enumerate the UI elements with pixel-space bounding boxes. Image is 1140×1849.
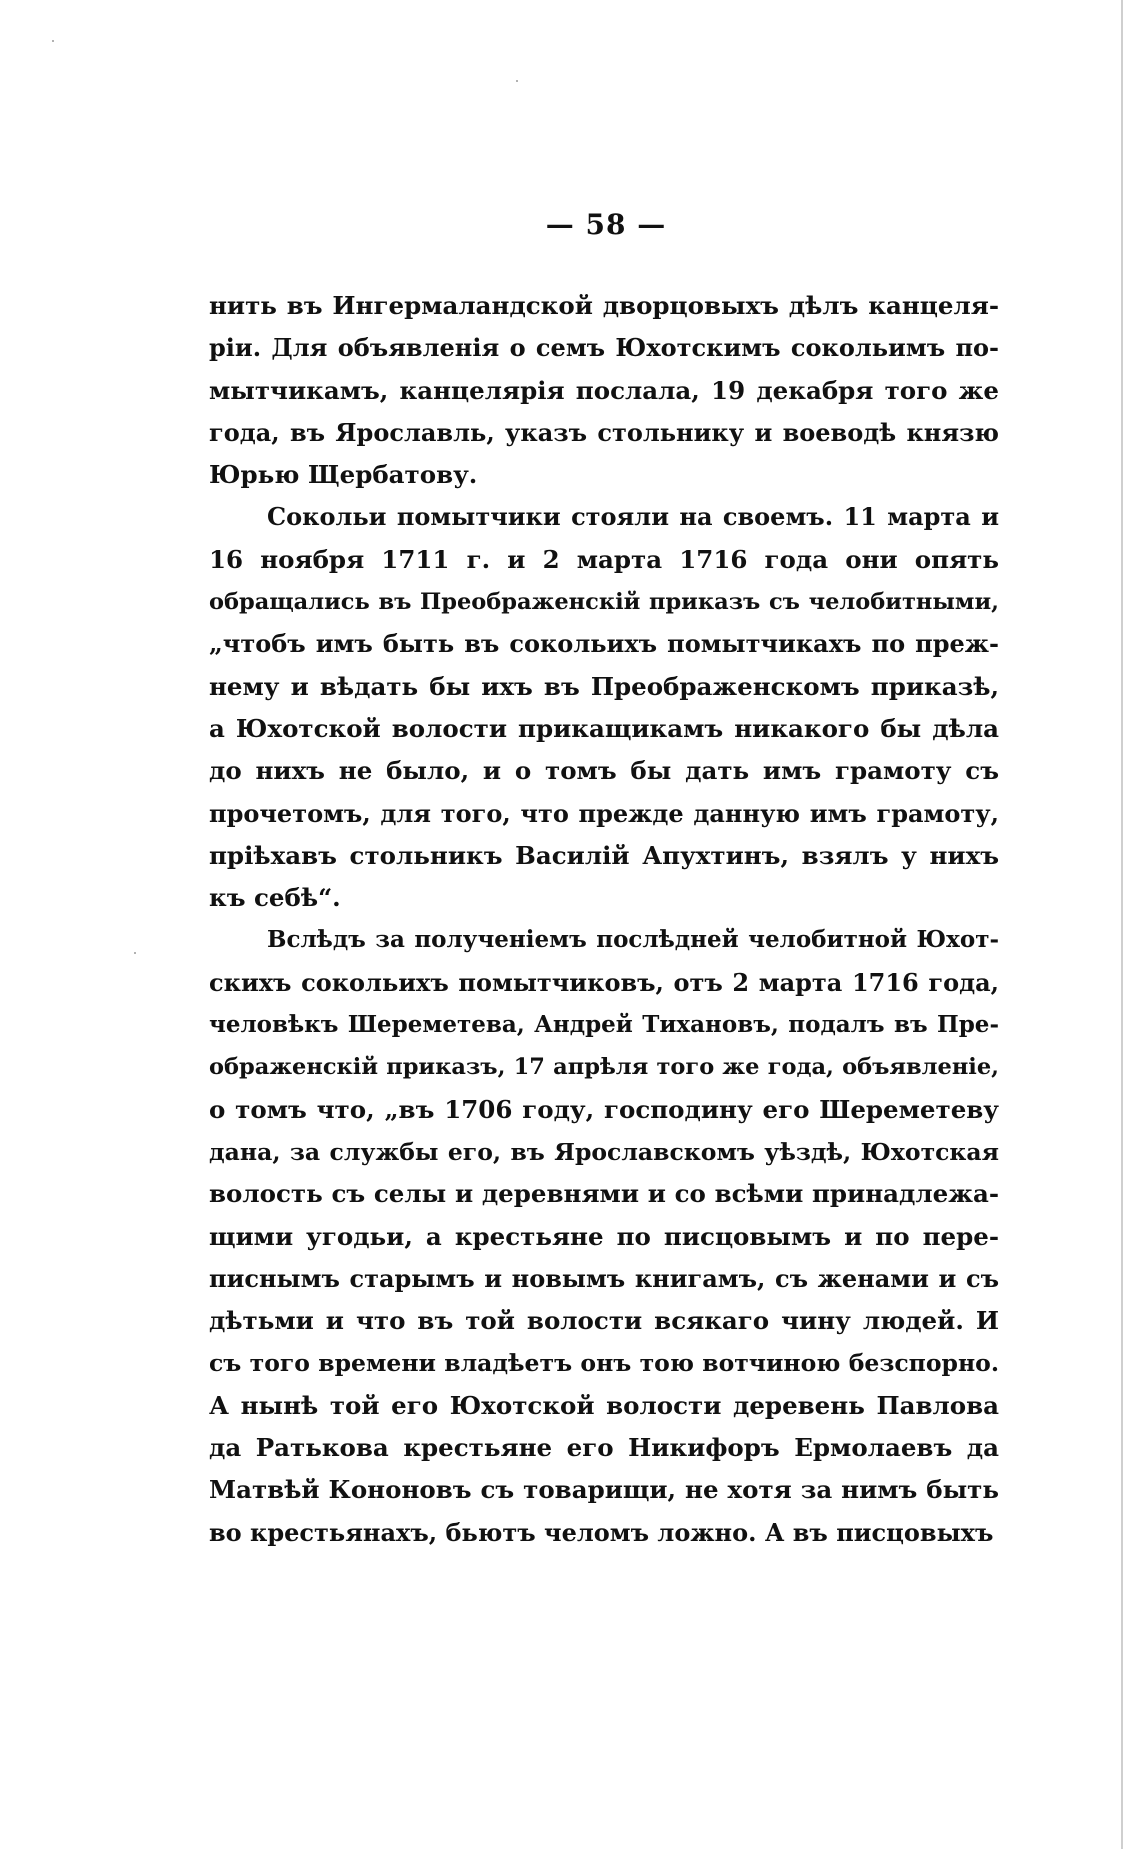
text-line: А нынѣ той его Юхотской волости деревень Павлова bbox=[209, 1390, 999, 1420]
text-line: дана, за службы его, въ Ярославскомъ уѣздѣ, Юхотская bbox=[209, 1137, 999, 1166]
text-line: ображенскій приказъ, 17 апрѣля того же года, объявленіе, bbox=[209, 1054, 999, 1081]
body-text bbox=[209, 285, 999, 1554]
scan-speck bbox=[134, 952, 136, 954]
page-number: — 58 — bbox=[545, 208, 667, 241]
text-line: да Ратькова крестьяне его Никифоръ Ермолаевъ да bbox=[209, 1433, 999, 1463]
text-line: нему и вѣдать бы ихъ въ Преображенскомъ приказѣ, bbox=[209, 671, 999, 701]
text-line: ріи. Для объявленія о семъ Юхотскимъ сокольимъ по- bbox=[209, 333, 999, 363]
text-line: писнымъ старымъ и новымъ книгамъ, съ женами и съ bbox=[209, 1263, 999, 1293]
scan-speck bbox=[52, 40, 54, 42]
text-line: пріѣхавъ стольникъ Василій Апухтинъ, взялъ у нихъ bbox=[209, 840, 999, 870]
text-line: „чтобъ имъ быть въ сокольихъ помытчикахъ по преж- bbox=[209, 629, 999, 659]
page-edge-line bbox=[1121, 0, 1123, 1849]
text-line: а Юхотской волости прикащикамъ никакого бы дѣла bbox=[209, 713, 999, 743]
text-line: волость съ селы и деревнями и со всѣми принадлежа- bbox=[209, 1179, 999, 1209]
text-line: прочетомъ, для того, что прежде данную имъ грамоту, bbox=[209, 798, 999, 828]
text-line: года, въ Ярославль, указъ стольнику и воеводѣ князю bbox=[209, 417, 999, 447]
paragraph bbox=[209, 496, 999, 919]
text-line: человѣкъ Шереметева, Андрей Тихановъ, подалъ въ Пре- bbox=[209, 1011, 999, 1039]
text-line: до нихъ не было, и о томъ бы дать имъ грамоту съ bbox=[209, 756, 999, 786]
text-line: къ себѣ“. bbox=[209, 883, 341, 913]
text-line: съ того времени владѣетъ онъ тою вотчиною безспорно. bbox=[209, 1349, 999, 1378]
text-line: Юрью Щербатову. bbox=[209, 460, 478, 490]
text-line: Матвѣй Кононовъ съ товарищи, не хотя за нимъ быть bbox=[209, 1475, 999, 1505]
text-line: нить въ Ингермаландской дворцовыхъ дѣлъ канцеля- bbox=[209, 291, 999, 320]
paragraph bbox=[209, 285, 999, 496]
paragraph bbox=[209, 919, 999, 1553]
text-line: скихъ сокольихъ помытчиковъ, отъ 2 марта 1716 года, bbox=[209, 967, 999, 997]
text-line: мытчикамъ, канцелярія послала, 19 декабря того же bbox=[209, 375, 999, 405]
text-line: Вслѣдъ за полученіемъ послѣдней челобитной Юхот- bbox=[267, 926, 999, 954]
scan-speck bbox=[516, 80, 518, 82]
text-line: обращались въ Преображенскій приказъ съ челобитными, bbox=[209, 589, 999, 616]
text-line: во крестьянахъ, бьютъ челомъ ложно. А въ писцовыхъ bbox=[209, 1517, 994, 1547]
text-line: о томъ что, „въ 1706 году, господину его Шереметеву bbox=[209, 1094, 999, 1124]
text-line: Сокольи помытчики стояли на своемъ. 11 марта и bbox=[267, 502, 999, 532]
text-line: щими угодьи, а крестьяне по писцовымъ и по пере- bbox=[209, 1221, 999, 1251]
text-line: 16 ноября 1711 г. и 2 марта 1716 года они опять bbox=[209, 544, 999, 574]
text-line: дѣтьми и что въ той волости всякаго чину людей. И bbox=[209, 1306, 999, 1336]
